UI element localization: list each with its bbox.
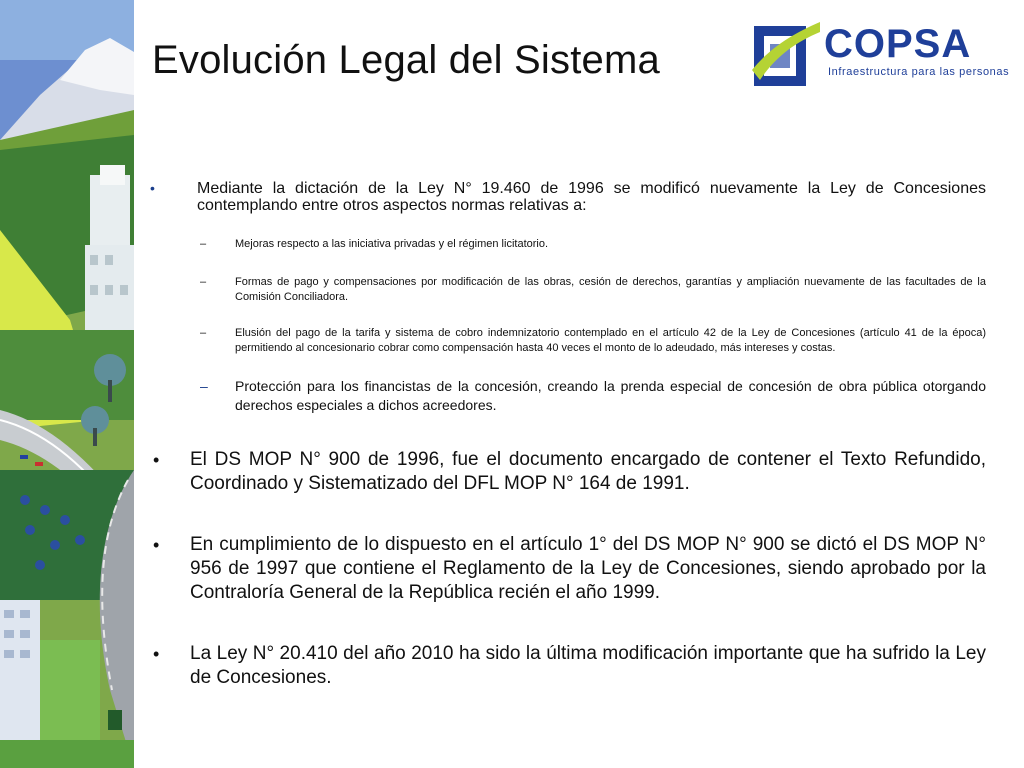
dash-marker: – bbox=[200, 238, 207, 250]
bullet-ds-mop-900 bbox=[150, 448, 986, 496]
painting-art bbox=[0, 0, 134, 768]
logo-tagline: Infraestructura para las personas bbox=[828, 66, 1010, 78]
side-illustration bbox=[0, 0, 134, 768]
logo-wordmark: COPSA bbox=[824, 22, 972, 66]
bullet-ley-20410 bbox=[150, 642, 986, 690]
bullet-ds-mop-956 bbox=[150, 533, 986, 605]
sub-bullet-proteccion-financistas bbox=[200, 377, 986, 415]
sub-bullet-mejoras bbox=[200, 237, 986, 252]
slide-title: Evolución Legal del Sistema bbox=[152, 38, 660, 82]
bullet-marker: • bbox=[153, 450, 160, 470]
dash-marker: – bbox=[200, 276, 207, 288]
dash-marker: – bbox=[200, 327, 207, 339]
sub-bullet-elusion-pago bbox=[200, 326, 986, 356]
copsa-logo bbox=[752, 18, 1008, 92]
sub-bullet-text: Protección para los financistas de la concesión, creando la prenda especial de concesión de obra pública otorgando derechos especiales a dichos acreedores. bbox=[235, 378, 986, 413]
sub-bullet-text: Elusión del pago de la tarifa y sistema de cobro indemnizatorio contemplado en el artículo 42 de la Ley de Concesiones (artículo 41 de la época) permitiendo al concesionario cobrar como compensación hasta 40 veces el monto de lo adeudado, más intereses y costas. bbox=[235, 327, 986, 354]
bullet-text: En cumplimiento de lo dispuesto en el artículo 1° del DS MOP N° 900 se dictó el DS MOP N° 956 de 1997 que contiene el Reglamento de la Ley de Concesiones, siendo aprobado por la Contraloría General de la República recién el año 1999. bbox=[190, 534, 986, 603]
bullet-marker: • bbox=[153, 535, 160, 555]
bullet-text: El DS MOP N° 900 de 1996, fue el documento encargado de contener el Texto Refundido, Coordinado y Sistematizado del DFL MOP N° 164 de 1991. bbox=[190, 449, 986, 494]
logo-mark-icon bbox=[752, 18, 822, 92]
bullet-text: Mediante la dictación de la Ley N° 19.460 de 1996 se modificó nuevamente la Ley de Concesiones contemplando entre otros aspectos normas relativas a: bbox=[197, 180, 986, 214]
slide-body bbox=[150, 180, 986, 690]
sub-bullet-text: Mejoras respecto a las iniciativa privadas y el régimen licitatorio. bbox=[235, 238, 549, 250]
dash-marker: – bbox=[200, 378, 208, 394]
bullet-ley-19460 bbox=[150, 180, 986, 214]
sub-bullet-formas-de-pago bbox=[200, 275, 986, 305]
bullet-marker: • bbox=[150, 180, 155, 196]
bullet-text: La Ley N° 20.410 del año 2010 ha sido la última modificación importante que ha sufrido la Ley de Concesiones. bbox=[190, 643, 986, 688]
bullet-marker: • bbox=[153, 644, 160, 664]
sub-bullet-text: Formas de pago y compensaciones por modificación de las obras, cesión de derechos, garantías y ampliación nuevamente de las facultades de la Comisión Conciliadora. bbox=[235, 276, 986, 303]
